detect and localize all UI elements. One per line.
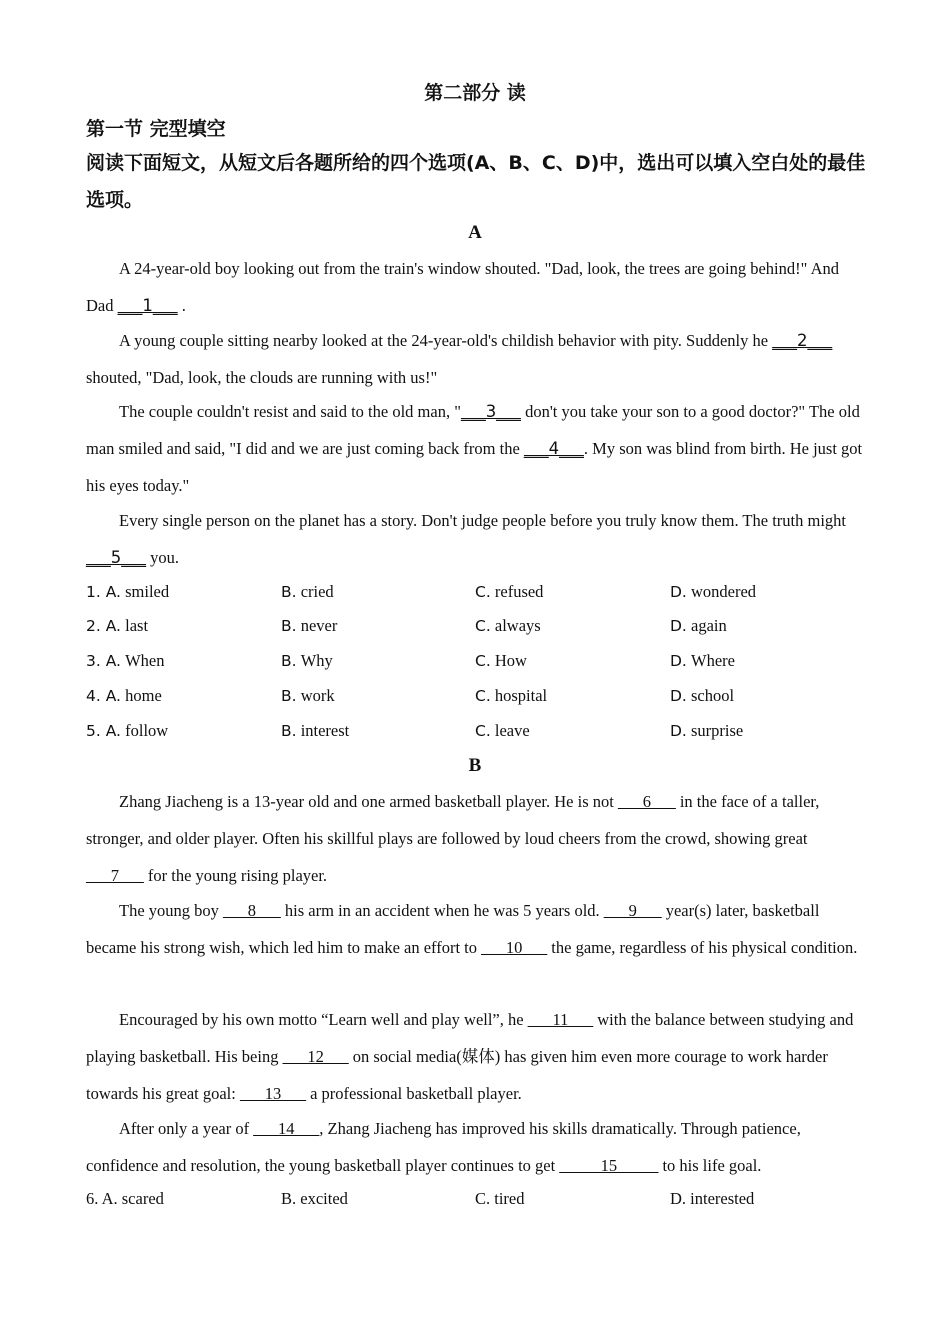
option-2c: C. always: [475, 616, 541, 635]
section-heading: 第一节 完型填空: [86, 118, 226, 140]
option-3d: D. Where: [670, 651, 735, 670]
option-row-6: [86, 1189, 866, 1213]
option-1d: D. wondered: [670, 582, 757, 601]
passage-b-paragraph-1: Zhang Jiacheng is a 13-year old and one armed basketball player. He is not ___6___ in the face of a taller, stronger, and older player. Often his skillful plays are followed by loud cheers from the crowd, showing great ___7___ for the young rising player.: [86, 792, 820, 885]
option-6c: C. tired: [475, 1189, 525, 1208]
option-4a: 4. A. home: [86, 686, 162, 705]
option-1a: 1. A. smiled: [86, 582, 170, 601]
passage-b-paragraph-3: Encouraged by his own motto “Learn well and play well”, he ___11___ with the balance between studying and playing basketball. His being ___12___ on social media(媒体) has given him even more courage to work harder towards his great goal: ___13___ a professional basketball player.: [86, 1010, 854, 1103]
blank-10: ___10___: [481, 938, 548, 957]
blank-15: _____15_____: [559, 1156, 659, 1175]
blank-7: ___7___: [86, 866, 144, 885]
option-4b: B. work: [281, 686, 335, 705]
blank-1: ___1___: [117, 296, 178, 315]
option-5d: D. surprise: [670, 721, 744, 740]
option-6b: B. excited: [281, 1189, 348, 1208]
option-2a: 2. A. last: [86, 616, 149, 635]
option-5a: 5. A. follow: [86, 721, 169, 740]
blank-12: ___12___: [282, 1047, 349, 1066]
blank-3: ___3___: [460, 402, 521, 421]
option-1b: B. cried: [281, 582, 334, 601]
option-3b: B. Why: [281, 651, 333, 670]
option-row-2: [86, 616, 866, 640]
instruction-text: 阅读下面短文，从短文后各题所给的四个选项(A、B、C、D)中，选出可以填入空白处的最佳选项。: [86, 152, 866, 211]
blank-11: ___11___: [527, 1010, 594, 1029]
option-6d: D. interested: [670, 1189, 755, 1208]
blank-6: ___6___: [617, 792, 676, 811]
passage-a-paragraph-3: The couple couldn't resist and said to the old man, "___3___ don't you take your son to a good doctor?" The old man smiled and said, "I did and we are just coming back from the ___4___. My son was blind from birth. He just got his eyes today.": [86, 402, 863, 495]
option-row-1: [86, 582, 866, 606]
option-4d: D. school: [670, 686, 735, 705]
blank-2: ___2___: [772, 331, 833, 350]
option-5b: B. interest: [281, 721, 350, 740]
passage-a-paragraph-1: A 24-year-old boy looking out from the train's window shouted. "Dad, look, the trees are going behind!" And Dad ___1___ .: [86, 259, 839, 315]
blank-5: ___5___: [86, 548, 146, 567]
blank-9: ___9___: [603, 901, 662, 920]
blank-13: ___13___: [239, 1084, 306, 1103]
passage-b-paragraph-2: The young boy ___8___ his arm in an accident when he was 5 years old. ___9___ year(s) later, basketball became his strong wish, which led him to make an effort to ___10___ the game, regardless of his physical condition.: [86, 901, 858, 957]
passage-a-paragraph-2: A young couple sitting nearby looked at the 24-year-old's childish behavior with pity. Suddenly he ___2___ shouted, "Dad, look, the clouds are running with us!": [86, 331, 833, 387]
option-row-5: [86, 721, 866, 745]
part-b-label: B: [468, 755, 482, 776]
option-6a: 6. A. scared: [86, 1189, 164, 1208]
option-row-3: [86, 651, 866, 675]
blank-14: ___14___: [253, 1119, 320, 1138]
option-2b: B. never: [281, 616, 338, 635]
option-5c: C. leave: [475, 721, 530, 740]
part-a-label: A: [468, 222, 482, 243]
passage-b-paragraph-4: After only a year of ___14___, Zhang Jiacheng has improved his skills dramatically. Through patience, confidence and resolution, the young basketball player continues to get _____15_____ to his life goal.: [86, 1119, 801, 1175]
option-row-4: [86, 686, 866, 710]
passage-a-paragraph-4: Every single person on the planet has a story. Don't judge people before you truly know them. The truth might ___5___ you.: [86, 511, 846, 567]
option-4c: C. hospital: [475, 686, 548, 705]
blank-8: ___8___: [223, 901, 281, 920]
option-2d: D. again: [670, 616, 727, 635]
option-3a: 3. A. When: [86, 651, 165, 670]
option-3c: C. How: [475, 651, 527, 670]
blank-4: ___4___: [523, 439, 584, 458]
option-1c: C. refused: [475, 582, 544, 601]
page-title: 第二部分 读: [424, 82, 526, 104]
